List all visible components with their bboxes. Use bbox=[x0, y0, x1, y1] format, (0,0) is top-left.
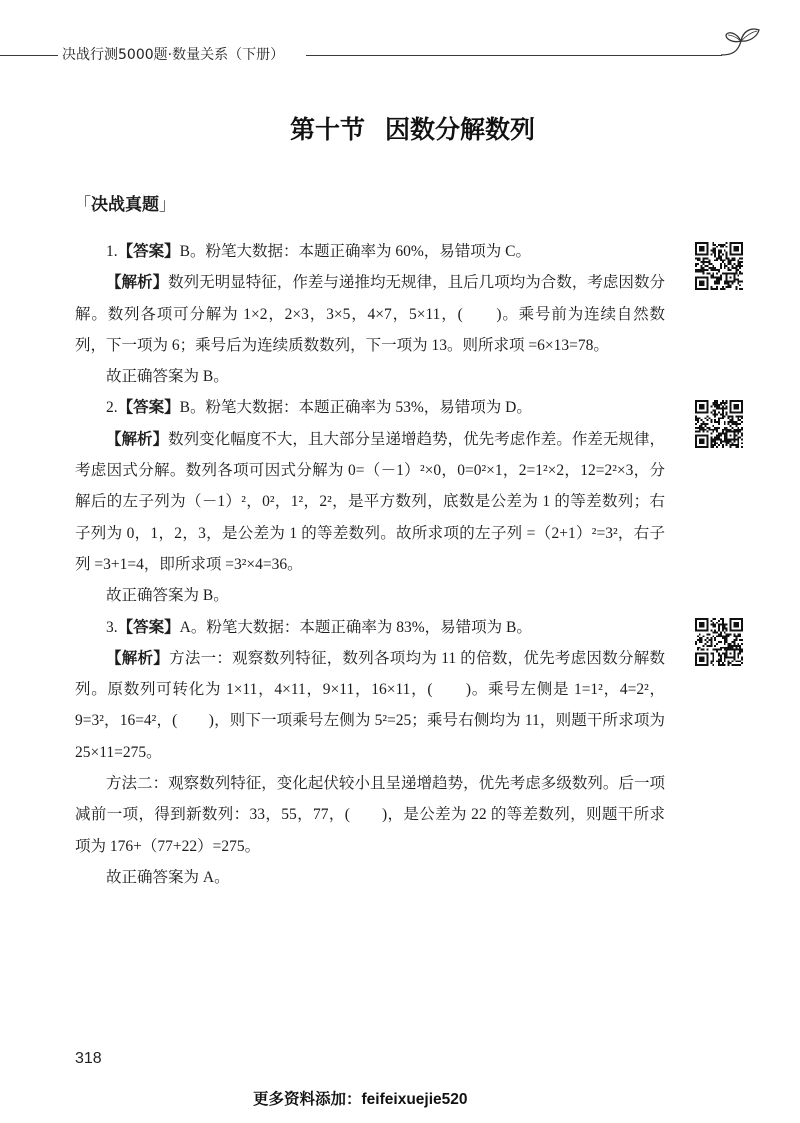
sprout-leaf-left bbox=[726, 33, 741, 42]
q1-answer-label: 【答案】 bbox=[117, 243, 180, 260]
section-title bbox=[290, 114, 535, 146]
q2-answer-label: 【答案】 bbox=[117, 399, 180, 417]
q2-analysis-label: 【解析】 bbox=[106, 430, 169, 448]
footer-note bbox=[253, 1089, 468, 1111]
q1-conclusion: 故正确答案为 B。 bbox=[106, 368, 229, 386]
q2-analysis-text: 数列变化幅度不大，且大部分呈递增趋势，优先考虑作差。作差无规律，考虑因式分解。数列各项可因式分解为 0=（－1）²×0，0=0²×1，2=1²×2，12=2²×3，分解后的左子列为（－1）²，0²，1²，2²，是平方数列，底数是公差为 1 的等差数列；右子列为 0，1，2，3，是公差为 1 的等差数列。故所求项的左子列 =（2+1）²=3²，右子列 =3+1=4，即所求项 =3²×4=36。 bbox=[75, 430, 665, 573]
footer-label: 更多资料添加： bbox=[253, 1091, 362, 1108]
q1-analysis-label: 【解析】 bbox=[106, 274, 169, 292]
subsection-bracket-open: 「 bbox=[74, 195, 91, 215]
q3-analysis bbox=[75, 643, 665, 768]
q2-analysis bbox=[75, 424, 665, 580]
section-number: 第十节 bbox=[290, 115, 366, 144]
q2-answer bbox=[75, 392, 665, 423]
q3-analysis-label: 【解析】 bbox=[106, 649, 170, 667]
header-rule-right bbox=[306, 55, 722, 56]
subsection-title: 决战真题 bbox=[91, 195, 159, 215]
q2-answer-text: B。粉笔大数据：本题正确率为 53%，易错项为 D。 bbox=[179, 399, 532, 417]
section-name: 因数分解数列 bbox=[385, 115, 536, 144]
q2-number: 2. bbox=[106, 399, 118, 417]
qr-code-icon bbox=[693, 240, 745, 292]
footer-contact: feifeixuejie520 bbox=[361, 1091, 468, 1108]
sprout-stem bbox=[721, 41, 741, 55]
q3-answer bbox=[75, 612, 665, 643]
q3-conclusion: 故正确答案为 A。 bbox=[106, 868, 230, 886]
q1-analysis-text: 数列无明显特征，作差与递推均无规律，且后几项均为合数，考虑因数分解。数列各项可分解为 1×2，2×3，3×5，4×7，5×11，( )。乘号前为连续自然数列，下一项为 6；乘号后为连续质数数列，下一项为 13。则所求项 =6×13=78。 bbox=[75, 274, 665, 354]
subsection-bracket-close: 」 bbox=[159, 195, 176, 215]
running-header-title: 决战行测5000题·数量关系（下册） bbox=[62, 47, 285, 63]
page-number: 318 bbox=[75, 1050, 102, 1067]
q3-analysis-text: 方法一：观察数列特征，数列各项均为 11 的倍数，优先考虑因数分解数列。原数列可转化为 1×11，4×11，9×11，16×11，( )。乘号左侧是 1=1²，4=2²，9=3²，16=4²，( )，则下一项乘号左侧为 5²=25；乘号右侧均为 11，则题干所求项为 25×11=275。 bbox=[75, 649, 665, 761]
q2-conclusion: 故正确答案为 B。 bbox=[106, 587, 229, 605]
subsection-heading bbox=[74, 193, 176, 217]
q1-answer bbox=[75, 236, 665, 267]
q3-answer-label: 【答案】 bbox=[117, 618, 180, 636]
answer-body bbox=[75, 236, 665, 893]
q1-answer-text: B。粉笔大数据：本题正确率为 60%，易错项为 C。 bbox=[179, 243, 531, 260]
sprout-icon bbox=[720, 26, 762, 60]
q1-analysis bbox=[75, 267, 665, 361]
q3-analysis-method-2: 方法二：观察数列特征，变化起伏较小且呈递增趋势，优先考虑多级数列。后一项减前一项，得到新数列：33，55，77，( )，是公差为 22 的等差数列，则题干所求项为 176+（77+22）=275。 bbox=[75, 775, 665, 855]
qr-code-icon bbox=[693, 398, 745, 450]
q3-answer-text: A。粉笔大数据：本题正确率为 83%，易错项为 B。 bbox=[179, 618, 532, 636]
header-rule-left bbox=[0, 55, 58, 56]
q1-number: 1. bbox=[106, 243, 118, 260]
q3-number: 3. bbox=[106, 618, 118, 636]
qr-code-icon bbox=[693, 616, 745, 668]
